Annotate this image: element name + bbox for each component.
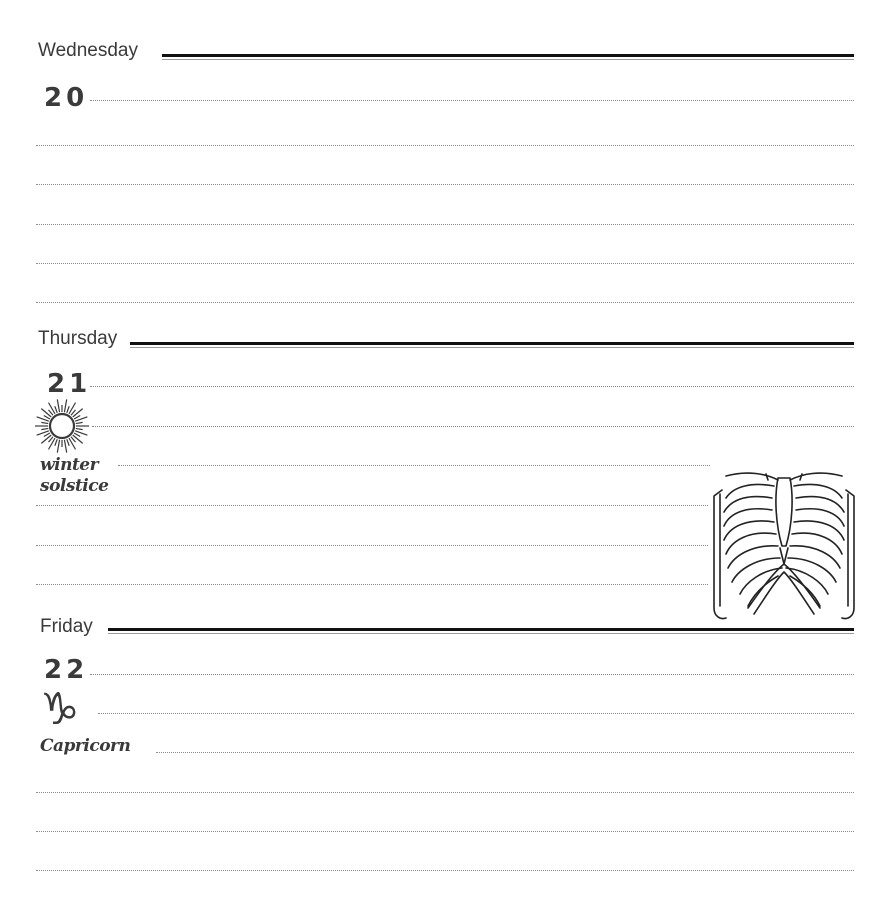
sun-ray: [76, 428, 83, 429]
note-winter: winter: [40, 455, 99, 475]
writing-line[interactable]: [36, 831, 854, 832]
writing-line[interactable]: [98, 713, 854, 714]
ribcage-illustration: [708, 468, 860, 624]
writing-line[interactable]: [36, 870, 854, 871]
capricorn-icon: ♑: [40, 684, 80, 735]
sun-ray: [55, 406, 57, 413]
sun-icon: [34, 398, 90, 454]
sun-ray: [69, 403, 76, 414]
sun-ray: [49, 403, 56, 414]
sun-ray: [41, 428, 48, 429]
sun-ray: [73, 409, 83, 417]
writing-line[interactable]: [36, 145, 854, 146]
writing-line[interactable]: [36, 263, 854, 264]
sun-ray: [44, 416, 50, 420]
sun-ray: [73, 435, 83, 443]
sun-ray: [64, 399, 66, 412]
writing-line[interactable]: [36, 224, 854, 225]
sun-ray: [57, 399, 59, 412]
sun-ray: [74, 416, 80, 420]
sun-ray: [57, 440, 59, 453]
writing-line[interactable]: [90, 674, 854, 675]
sun-ray: [41, 435, 51, 443]
day-rule-thursday: [130, 342, 854, 345]
day-rule-friday: [108, 628, 854, 631]
writing-line[interactable]: [36, 792, 854, 793]
writing-line[interactable]: [36, 302, 854, 303]
note-capricorn: Capricorn: [40, 736, 131, 756]
sun-ray: [67, 439, 69, 446]
note-solstice: solstice: [40, 476, 109, 496]
sun-ray: [64, 440, 66, 453]
writing-line[interactable]: [36, 545, 708, 546]
date-number-wednesday: 20: [44, 83, 89, 113]
writing-line[interactable]: [156, 752, 854, 753]
writing-line[interactable]: [90, 100, 854, 101]
writing-line[interactable]: [118, 465, 710, 466]
date-number-thursday: 21: [47, 369, 92, 399]
writing-line[interactable]: [36, 584, 708, 585]
sun-ray: [69, 438, 76, 449]
date-number-friday: 22: [44, 655, 89, 685]
day-name-thursday: Thursday: [38, 328, 118, 349]
writing-line[interactable]: [36, 184, 854, 185]
day-rule-wednesday: [162, 54, 854, 57]
writing-line[interactable]: [90, 386, 854, 387]
day-name-friday: Friday: [40, 616, 93, 637]
sun-ray: [41, 422, 48, 423]
writing-line[interactable]: [36, 505, 708, 506]
sun-ray: [41, 409, 51, 417]
sun-ray: [49, 438, 56, 449]
sun-ray: [44, 433, 50, 437]
sun-ray: [74, 433, 80, 437]
sun-ray: [76, 422, 83, 423]
writing-line[interactable]: [92, 426, 854, 427]
sun-ray: [55, 439, 57, 446]
sun-ray: [67, 406, 69, 413]
day-name-wednesday: Wednesday: [38, 40, 138, 61]
